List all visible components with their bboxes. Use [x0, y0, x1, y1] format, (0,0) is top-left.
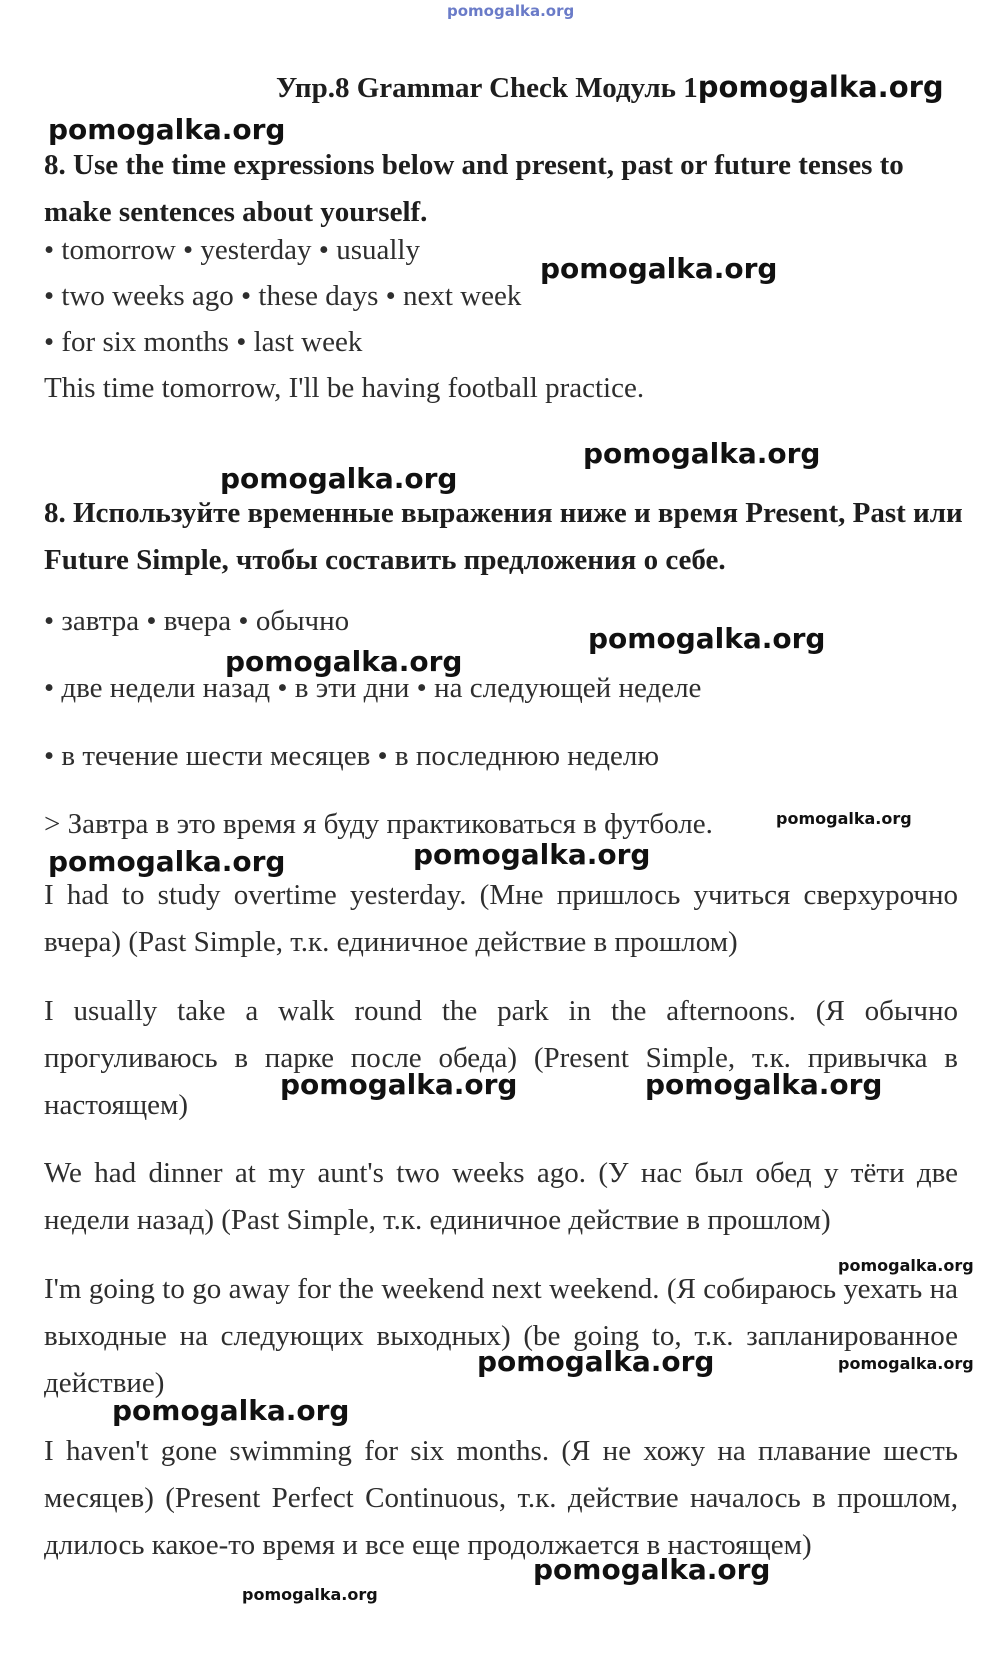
title-watermark: pomogalka.org: [697, 70, 944, 104]
bullet-line-en-2: • two weeks ago • these days • next week: [44, 280, 522, 312]
bullet-line-en-1: • tomorrow • yesterday • usually: [44, 234, 420, 266]
example-en: This time tomorrow, I'll be having football practice.: [44, 372, 645, 404]
watermark: pomogalka.org: [48, 845, 286, 878]
watermark: pomogalka.org: [645, 1068, 883, 1101]
answer-2: I usually take a walk round the park in the afternoons. (Я обычно прогуливаюсь в парке после обеда) (Present Simple, т.к. привычка в настоящем): [44, 995, 958, 1121]
watermark: pomogalka.org: [540, 252, 778, 285]
task-heading-ru: 8. Используйте временные выражения ниже и время Present, Past или Future Simple, чтобы составить предложения о себе.: [44, 497, 963, 576]
watermark: pomogalka.org: [838, 1354, 974, 1373]
site-header: pomogalka.org: [447, 2, 575, 20]
watermark: pomogalka.org: [700, 1620, 836, 1639]
watermark: pomogalka.org: [838, 1256, 974, 1275]
page-title: [276, 70, 944, 105]
watermark: pomogalka.org: [280, 1068, 518, 1101]
bullet-line-ru-1: • завтра • вчера • обычно: [44, 605, 350, 637]
answer-5: I haven't gone swimming for six months. (Я не хожу на плавание шесть месяцев) (Present Perfect Continuous, т.к. действие началось в прошлом, длилось какое-то время и все еще продолжается в настоящем): [44, 1435, 958, 1561]
watermark: pomogalka.org: [48, 113, 286, 146]
bullet-line-en-3: • for six months • last week: [44, 326, 363, 358]
answer-1: I had to study overtime yesterday. (Мне пришлось учиться сверхурочно вчера) (Past Simple, т.к. единичное действие в прошлом): [44, 879, 958, 958]
watermark: pomogalka.org: [477, 1345, 715, 1378]
task-heading-en: 8. Use the time expressions below and present, past or future tenses to make sentences about yourself.: [44, 149, 904, 228]
watermark: pomogalka.org: [112, 1394, 350, 1427]
watermark: pomogalka.org: [242, 1585, 378, 1604]
bullet-line-ru-2: • две недели назад • в эти дни • на следующей неделе: [44, 672, 702, 704]
example-ru: > Завтра в это время я буду практиковаться в футболе.: [44, 808, 713, 840]
watermark: pomogalka.org: [220, 462, 458, 495]
watermark: pomogalka.org: [413, 838, 651, 871]
watermark: pomogalka.org: [776, 809, 912, 828]
title-text: Упр.8 Grammar Check Модуль 1: [276, 72, 698, 104]
bullet-line-ru-3: • в течение шести месяцев • в последнюю неделю: [44, 740, 660, 772]
watermark: pomogalka.org: [588, 622, 826, 655]
answer-3: We had dinner at my aunt's two weeks ago. (У нас был обед у тёти две недели назад) (Past Simple, т.к. единичное действие в прошлом): [44, 1157, 958, 1236]
watermark: pomogalka.org: [533, 1553, 771, 1586]
watermark: pomogalka.org: [583, 437, 821, 470]
watermark: pomogalka.org: [225, 645, 463, 678]
answer-4: I'm going to go away for the weekend next weekend. (Я собираюсь уехать на выходные на следующих выходных) (be going to, т.к. запланированное действие): [44, 1273, 958, 1399]
